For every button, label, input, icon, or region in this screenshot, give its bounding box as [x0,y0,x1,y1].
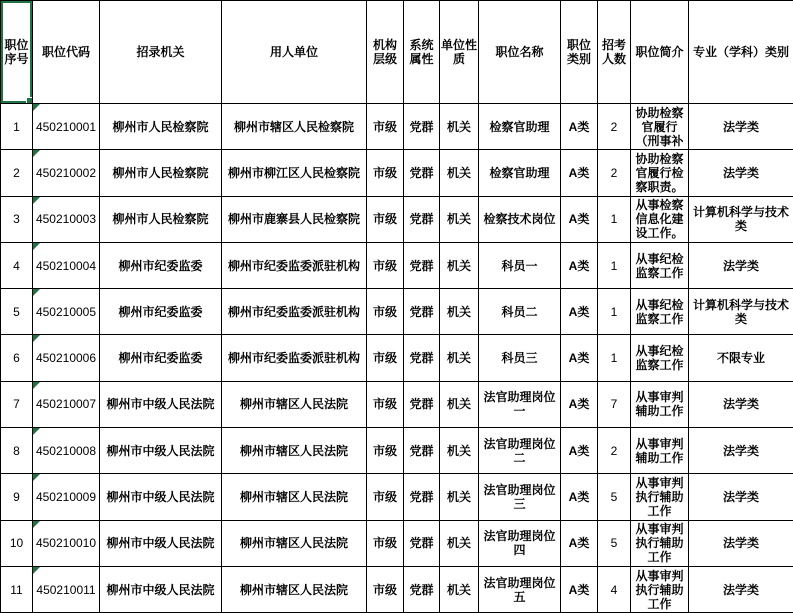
cell-name[interactable]: 法官助理岗位一 [479,381,561,427]
header-label-category: 职位类别 [567,38,591,66]
table-row [1,474,793,520]
cell-level[interactable]: 市级 [367,566,404,612]
cell-name[interactable]: 法官助理岗位五 [479,566,561,612]
cell-code-text: 450210001 [36,120,96,134]
cell-category[interactable]: A类 [561,335,598,381]
error-triangle-icon [33,428,40,435]
table-row [1,428,793,474]
cell-major[interactable]: 法学类 [689,150,793,196]
cell-major[interactable]: 法学类 [689,520,793,566]
cell-agency[interactable]: 柳州市中级人民法院 [100,381,222,427]
table-row [1,566,793,612]
cell-count[interactable]: 5 [598,520,631,566]
cell-agency[interactable]: 柳州市中级人民法院 [100,520,222,566]
header-cell-agency[interactable] [100,1,222,104]
cell-brief[interactable]: 从事审判执行辅助工作 [631,474,689,520]
cell-level[interactable]: 市级 [367,428,404,474]
cell-nature[interactable]: 机关 [440,428,479,474]
cell-seq[interactable]: 3 [1,196,33,242]
cell-count[interactable]: 4 [598,566,631,612]
header-label-nature: 单位性质 [441,38,477,66]
cell-agency[interactable]: 柳州市纪委监委 [100,335,222,381]
cell-code[interactable] [33,428,100,474]
cell-seq[interactable]: 7 [1,381,33,427]
cell-major[interactable]: 法学类 [689,566,793,612]
header-cell-employer[interactable] [222,1,367,104]
cell-category[interactable]: A类 [561,289,598,335]
error-triangle-icon [33,150,40,157]
cell-code[interactable] [33,289,100,335]
cell-employer[interactable]: 柳州市纪委监委派驻机构 [222,242,367,288]
cell-count[interactable]: 7 [598,381,631,427]
cell-code[interactable] [33,242,100,288]
cell-name[interactable]: 科员三 [479,335,561,381]
cell-seq[interactable]: 8 [1,428,33,474]
table-row [1,381,793,427]
cell-level[interactable]: 市级 [367,289,404,335]
cell-code[interactable] [33,335,100,381]
cell-name[interactable]: 检察技术岗位 [479,196,561,242]
cell-system[interactable]: 党群 [404,150,440,196]
error-triangle-icon [33,243,40,250]
cell-brief[interactable]: 从事审判执行辅助工作 [631,566,689,612]
cell-employer[interactable]: 柳州市辖区人民法院 [222,474,367,520]
cell-category[interactable]: A类 [561,196,598,242]
cell-code-text: 450210005 [36,305,96,319]
cell-brief[interactable]: 协助检察官履行检察职责。 [631,150,689,196]
cell-major[interactable]: 计算机科学与技术类 [689,196,793,242]
cell-employer[interactable]: 柳州市辖区人民法院 [222,566,367,612]
error-triangle-icon [33,567,40,574]
cell-seq[interactable]: 1 [1,104,33,150]
cell-major[interactable]: 法学类 [689,381,793,427]
cell-employer[interactable]: 柳州市纪委监委派驻机构 [222,335,367,381]
cell-code[interactable] [33,150,100,196]
cell-agency[interactable]: 柳州市纪委监委 [100,242,222,288]
error-triangle-icon [33,521,40,528]
table-row [1,104,793,150]
header-cell-nature[interactable] [440,1,479,104]
cell-brief[interactable]: 协助检察官履行（刑事补 [631,104,689,150]
cell-seq[interactable]: 9 [1,474,33,520]
cell-code-text: 450210008 [36,444,96,458]
cell-code[interactable] [33,196,100,242]
header-cell-count[interactable] [598,1,631,104]
cell-code-text: 450210009 [36,490,96,504]
cell-category[interactable]: A类 [561,520,598,566]
table-body [1,104,793,613]
cell-nature[interactable]: 机关 [440,335,479,381]
header-cell-system[interactable] [404,1,440,104]
header-label-system: 系统属性 [409,38,433,66]
cell-name[interactable]: 法官助理岗位二 [479,428,561,474]
cell-category[interactable]: A类 [561,474,598,520]
header-label-seq: 职位序号 [4,38,28,66]
cell-name[interactable]: 检察官助理 [479,150,561,196]
cell-system[interactable]: 党群 [404,335,440,381]
cell-brief[interactable]: 从事审判执行辅助工作 [631,520,689,566]
cell-code-text: 450210007 [36,397,96,411]
cell-system[interactable]: 党群 [404,381,440,427]
cell-name[interactable]: 法官助理岗位三 [479,474,561,520]
cell-system[interactable]: 党群 [404,566,440,612]
cell-system[interactable]: 党群 [404,104,440,150]
cell-level[interactable]: 市级 [367,196,404,242]
cell-category[interactable]: A类 [561,428,598,474]
cell-code-text: 450210006 [36,351,96,365]
cell-nature[interactable]: 机关 [440,520,479,566]
header-label-level: 机构层级 [373,38,397,66]
error-triangle-icon [33,382,40,389]
cell-count[interactable]: 2 [598,428,631,474]
table-row [1,335,793,381]
cell-seq[interactable]: 11 [1,566,33,612]
cell-seq[interactable]: 6 [1,335,33,381]
error-triangle-icon [33,197,40,204]
cell-code[interactable] [33,520,100,566]
header-row [1,1,793,104]
cell-nature[interactable]: 机关 [440,196,479,242]
cell-code[interactable] [33,104,100,150]
cell-nature[interactable]: 机关 [440,381,479,427]
cell-category[interactable]: A类 [561,150,598,196]
cell-agency[interactable]: 柳州市人民检察院 [100,150,222,196]
cell-category[interactable]: A类 [561,242,598,288]
cell-level[interactable]: 市级 [367,520,404,566]
cell-system[interactable]: 党群 [404,474,440,520]
cell-brief[interactable]: 从事纪检监察工作 [631,289,689,335]
cell-major[interactable]: 法学类 [689,242,793,288]
cell-nature[interactable]: 机关 [440,150,479,196]
header-cell-major[interactable] [689,1,793,104]
header-cell-name[interactable] [479,1,561,104]
cell-nature[interactable]: 机关 [440,474,479,520]
cell-major[interactable]: 不限专业 [689,335,793,381]
cell-brief[interactable]: 从事纪检监察工作 [631,242,689,288]
header-label-agency: 招录机关 [136,45,184,59]
header-label-employer: 用人单位 [270,45,318,59]
table-row [1,520,793,566]
cell-code[interactable] [33,566,100,612]
header-label-major: 专业（学科）类别 [693,45,789,59]
cell-nature[interactable]: 机关 [440,566,479,612]
cell-agency[interactable]: 柳州市人民检察院 [100,196,222,242]
header-label-code: 职位代码 [42,45,90,59]
cell-code-text: 450210011 [36,583,95,597]
cell-nature[interactable]: 机关 [440,104,479,150]
cell-seq[interactable]: 4 [1,242,33,288]
header-cell-brief[interactable] [631,1,689,104]
cell-brief[interactable]: 从事检察信息化建设工作。 [631,196,689,242]
cell-count[interactable]: 1 [598,242,631,288]
cell-code[interactable] [33,474,100,520]
header-cell-category[interactable] [561,1,598,104]
cell-name[interactable]: 检察官助理 [479,104,561,150]
cell-level[interactable]: 市级 [367,242,404,288]
cell-major[interactable]: 法学类 [689,428,793,474]
error-triangle-icon [33,335,40,342]
cell-level[interactable]: 市级 [367,474,404,520]
table-row [1,289,793,335]
cell-agency[interactable]: 柳州市中级人民法院 [100,566,222,612]
cell-brief[interactable]: 从事纪检监察工作 [631,335,689,381]
cell-code-text: 450210010 [36,536,96,550]
cell-count[interactable]: 1 [598,196,631,242]
error-triangle-icon [33,104,40,111]
cell-employer[interactable]: 柳州市辖区人民法院 [222,428,367,474]
cell-level[interactable]: 市级 [367,150,404,196]
cell-code-text: 450210002 [36,166,96,180]
cell-code-text: 450210004 [36,259,96,273]
cell-system[interactable]: 党群 [404,196,440,242]
cell-employer[interactable]: 柳州市柳江区人民检察院 [222,150,367,196]
cell-count[interactable]: 5 [598,474,631,520]
cell-employer[interactable]: 柳州市辖区人民法院 [222,520,367,566]
cell-category[interactable]: A类 [561,381,598,427]
cell-system[interactable]: 党群 [404,520,440,566]
cell-system[interactable]: 党群 [404,289,440,335]
cell-agency[interactable]: 柳州市中级人民法院 [100,474,222,520]
error-triangle-icon [33,289,40,296]
cell-count[interactable]: 1 [598,335,631,381]
cell-name[interactable]: 科员二 [479,289,561,335]
cell-major[interactable]: 法学类 [689,474,793,520]
cell-employer[interactable]: 柳州市辖区人民检察院 [222,104,367,150]
cell-major[interactable]: 法学类 [689,104,793,150]
cell-employer[interactable]: 柳州市纪委监委派驻机构 [222,289,367,335]
cell-seq[interactable]: 2 [1,150,33,196]
cell-level[interactable]: 市级 [367,335,404,381]
cell-seq[interactable]: 5 [1,289,33,335]
cell-system[interactable]: 党群 [404,428,440,474]
cell-count[interactable]: 2 [598,104,631,150]
cell-name[interactable]: 科员一 [479,242,561,288]
cell-major[interactable]: 计算机科学与技术类 [689,289,793,335]
header-label-name: 职位名称 [495,45,543,59]
cell-code[interactable] [33,381,100,427]
cell-agency[interactable]: 柳州市中级人民法院 [100,428,222,474]
header-label-count: 招考人数 [602,38,626,66]
cell-count[interactable]: 1 [598,289,631,335]
cell-seq[interactable]: 10 [1,520,33,566]
cell-system[interactable]: 党群 [404,242,440,288]
header-cell-code[interactable] [33,1,100,104]
cell-level[interactable]: 市级 [367,104,404,150]
cell-brief[interactable]: 从事审判辅助工作 [631,428,689,474]
cell-nature[interactable]: 机关 [440,242,479,288]
cell-code-text: 450210003 [36,212,96,226]
cell-brief[interactable]: 从事审判辅助工作 [631,381,689,427]
header-cell-level[interactable] [367,1,404,104]
error-triangle-icon [33,474,40,481]
cell-count[interactable]: 2 [598,150,631,196]
cell-employer[interactable]: 柳州市鹿寨县人民检察院 [222,196,367,242]
table-row [1,242,793,288]
table-row [1,150,793,196]
header-cell-seq[interactable] [1,1,33,104]
table-row [1,196,793,242]
cell-agency[interactable]: 柳州市纪委监委 [100,289,222,335]
cell-agency[interactable]: 柳州市人民检察院 [100,104,222,150]
cell-category[interactable]: A类 [561,566,598,612]
cell-level[interactable]: 市级 [367,381,404,427]
selection-fill-handle[interactable] [26,97,33,104]
cell-name[interactable]: 法官助理岗位四 [479,520,561,566]
header-label-brief: 职位简介 [635,45,683,59]
cell-nature[interactable]: 机关 [440,289,479,335]
cell-employer[interactable]: 柳州市辖区人民法院 [222,381,367,427]
cell-category[interactable]: A类 [561,104,598,150]
